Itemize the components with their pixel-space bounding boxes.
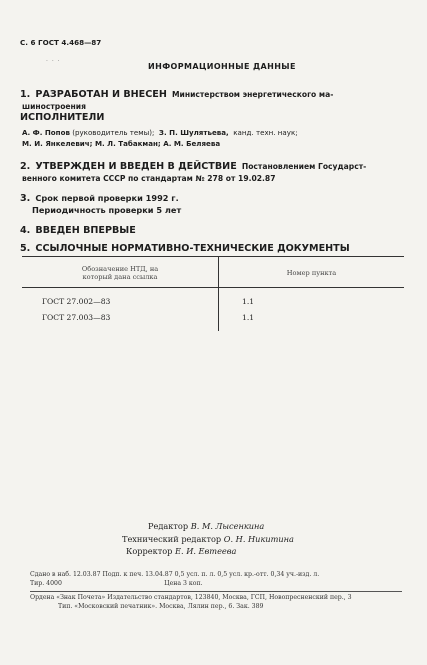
publisher-line: Ордена «Знак Почета» Издательство стандартов, 123840, Москва, ГСП, Новопресненский пер., 3 xyxy=(30,594,352,601)
reference-table xyxy=(22,256,404,331)
section-1-heading: РАЗРАБОТАН И ВНЕСЕН xyxy=(35,89,167,100)
table-column-divider xyxy=(218,256,219,331)
credits xyxy=(122,520,294,558)
table-cell-doc: ГОСТ 27.003—83 xyxy=(42,313,111,322)
col-header-item: Номер пункта xyxy=(286,269,337,277)
table-cell-item: 1.1 xyxy=(242,313,255,322)
performer-role: (руководитель темы); xyxy=(72,128,155,137)
table-cell-doc: ГОСТ 27.002—83 xyxy=(42,297,111,306)
section-2-number: 2. xyxy=(20,161,31,172)
print-info-block xyxy=(30,571,319,588)
page-header: С. 6 ГОСТ 4.468—87 xyxy=(20,38,102,47)
section-4-heading: ВВЕДЕН ВПЕРВЫЕ xyxy=(35,225,136,236)
performer-name: А. Ф. Попов xyxy=(22,128,70,137)
header-dots: · · · xyxy=(46,58,61,65)
table-cell-item: 1.1 xyxy=(242,297,255,306)
section-1-text-line1: Министерством энергетического ма- xyxy=(171,90,334,99)
table-header-border xyxy=(22,287,404,288)
tech-editor-name: О. Н. Никитина xyxy=(223,533,294,544)
performer-name: З. П. Шулятьева, xyxy=(158,128,229,137)
section-2-text-line2: венного комитета СССР по стандартам № 278 от 19.02.87 xyxy=(22,174,276,183)
table-top-border xyxy=(22,256,404,257)
proofreader-label: Корректор xyxy=(126,546,173,556)
print-info-line: Сдано в наб. 12.03.87 Подп. к печ. 13.04.87 0,5 усл. п. л. 0,5 усл. кр.-отт. 0,34 уч.-изд. л. xyxy=(30,571,320,578)
proofreader-name: Е. И. Евтеева xyxy=(175,546,237,556)
col-header-document: Обозначение НТД, на который дана ссылка xyxy=(81,265,159,281)
printer-line: Тип. «Московский печатник». Москва, Лялин пер., 6. Зак. 389 xyxy=(58,602,264,610)
section-2-text-line1: Постановлением Государст- xyxy=(241,162,367,171)
section-4-number: 4. xyxy=(20,225,31,236)
section-1 xyxy=(20,82,333,112)
editor-label: Редактор xyxy=(148,521,189,531)
section-3-number: 3. xyxy=(20,193,31,204)
section-2-heading: УТВЕРЖДЕН И ВВЕДЕН В ДЕЙСТВИЕ xyxy=(35,161,237,172)
section-5 xyxy=(20,236,350,255)
performers-heading: ИСПОЛНИТЕЛИ xyxy=(20,112,105,123)
performers-list xyxy=(22,128,407,149)
section-3 xyxy=(20,186,181,216)
section-4 xyxy=(20,218,136,237)
publisher-info-block xyxy=(30,594,352,611)
section-1-text-line2: шиностроения xyxy=(22,102,86,111)
section-3-line2: Периодичность проверки 5 лет xyxy=(32,205,182,215)
section-3-line1: Срок первой проверки 1992 г. xyxy=(35,193,179,203)
editor-name: В. М. Лысенкина xyxy=(190,521,265,531)
print-info-line: Тир. 4000 Цена 3 коп. xyxy=(30,579,203,587)
performer-role: канд. техн. наук; xyxy=(233,128,298,137)
tech-editor-label: Технический редактор xyxy=(122,533,222,544)
section-5-heading: ССЫЛОЧНЫЕ НОРМАТИВНО-ТЕХНИЧЕСКИЕ ДОКУМЕНТЫ xyxy=(35,243,350,254)
document-title: ИНФОРМАЦИОННЫЕ ДАННЫЕ xyxy=(148,62,296,71)
performers-line-2: М. И. Янкелевич; М. Л. Табакман; А. М. Беляева xyxy=(22,138,221,148)
section-1-number: 1. xyxy=(20,89,31,100)
section-5-number: 5. xyxy=(20,243,31,254)
section-2 xyxy=(20,154,366,184)
print-info-divider xyxy=(30,591,402,592)
